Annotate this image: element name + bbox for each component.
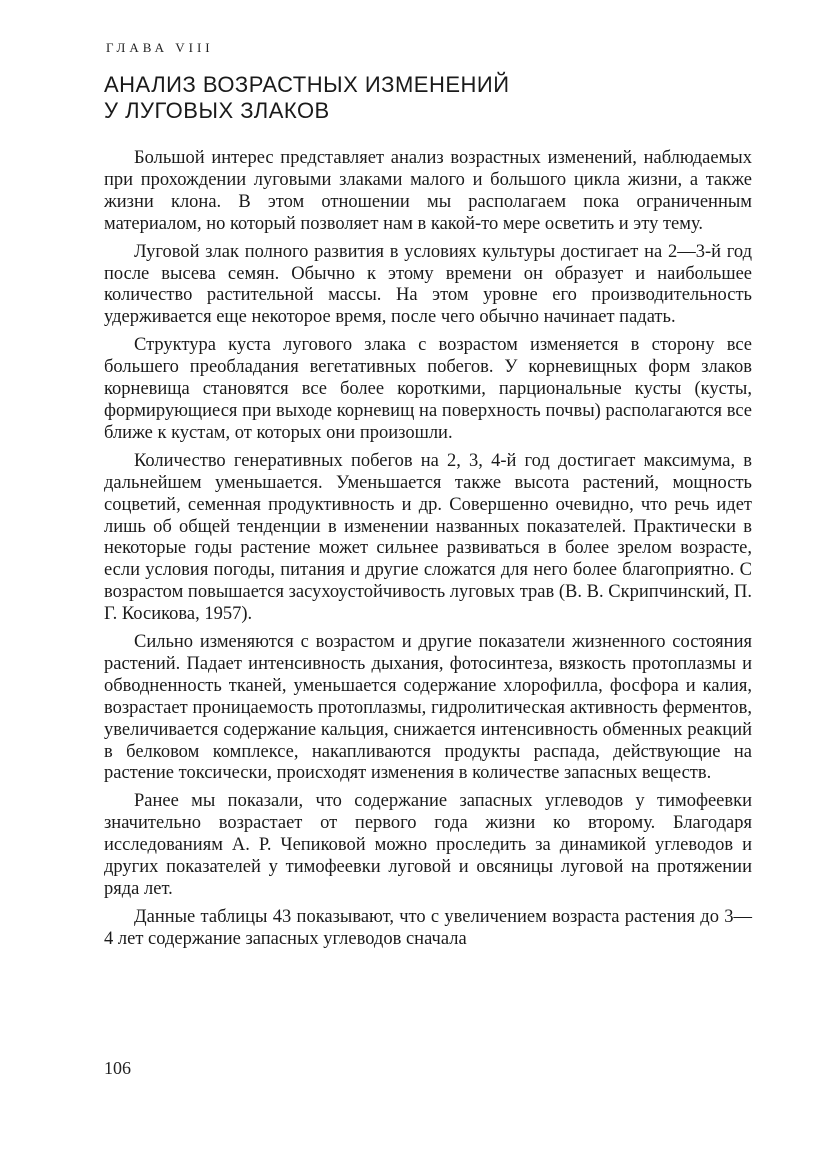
paragraph-5: Сильно изменяются с возрастом и другие показатели жизненного состояния растений. Падает интенсивность дыхания, фотосинтеза, вязкость протоплазмы и обводненность тканей, уменьшается содержание хлорофилла, фосфора и калия, возрастает проницаемость протоплазмы, гидролитическая активность ферментов, увеличивается содержание кальция, снижается интенсивность обменных реакций в белковом комплексе, накапливаются продукты распада, действующие на растение токсически, происходят изменения в количестве запасных веществ. xyxy=(104,632,752,784)
paragraph-6: Ранее мы показали, что содержание запасных углеводов у тимофеевки значительно возрастает от первого года жизни ко второму. Благодаря исследованиям А. Р. Чепиковой можно проследить за динамикой углеводов и других показателей у тимофеевки луговой и овсяницы луговой на протяжении ряда лет. xyxy=(104,791,752,899)
paragraph-3: Структура куста лугового злака с возрастом изменяется в сторону все большего преобладания вегетативных побегов. У корневищных форм злаков корневища становятся все более короткими, парциональные кусты (кусты, формирующиеся при выходе корневищ на поверхность почвы) располагаются все ближе к кустам, от которых они произошли. xyxy=(104,335,752,443)
chapter-title-line-1: АНАЛИЗ ВОЗРАСТНЫХ ИЗМЕНЕНИЙ xyxy=(104,72,510,97)
chapter-title xyxy=(104,72,624,124)
chapter-label: ГЛАВА VIII xyxy=(106,40,214,55)
chapter-title-line-2: У ЛУГОВЫХ ЗЛАКОВ xyxy=(104,98,330,123)
paragraph-4: Количество генеративных побегов на 2, 3, 4-й год достигает максимума, в дальнейшем уменьшается. Уменьшается также высота растений, мощность соцветий, семенная продуктивность и др. Совершенно очевидно, что речь идет лишь об общей тенденции в изменении названных показателей. Практически в некоторые годы растение может сильнее развиваться в более зрелом возрасте, если условия погоды, питания и другие сложатся для него более благоприятно. С возрастом повышается засухоустойчивость луговых трав (В. В. Скрипчинский, П. Г. Косикова, 1957). xyxy=(104,450,752,625)
paragraph-1: Большой интерес представляет анализ возрастных изменений, наблюдаемых при прохождении луговыми злаками малого и большого цикла жизни, а также жизни клона. В этом отношении мы располагаем пока ограниченным материалом, но который позволяет нам в какой-то мере осветить и эту тему. xyxy=(104,148,752,234)
paragraph-7: Данные таблицы 43 показывают, что с увеличением возраста растения до 3—4 лет содержание запасных углеводов сначала xyxy=(104,906,752,949)
body-text xyxy=(104,148,752,957)
paragraph-2: Луговой злак полного развития в условиях культуры достигает на 2—3-й год после высева семян. Обычно к этому времени он образует и наибольшее количество растительной массы. На этом уровне его производительность удерживается еще некоторое время, после чего обычно начинает падать. xyxy=(104,241,752,328)
page-number: 106 xyxy=(104,1058,131,1078)
